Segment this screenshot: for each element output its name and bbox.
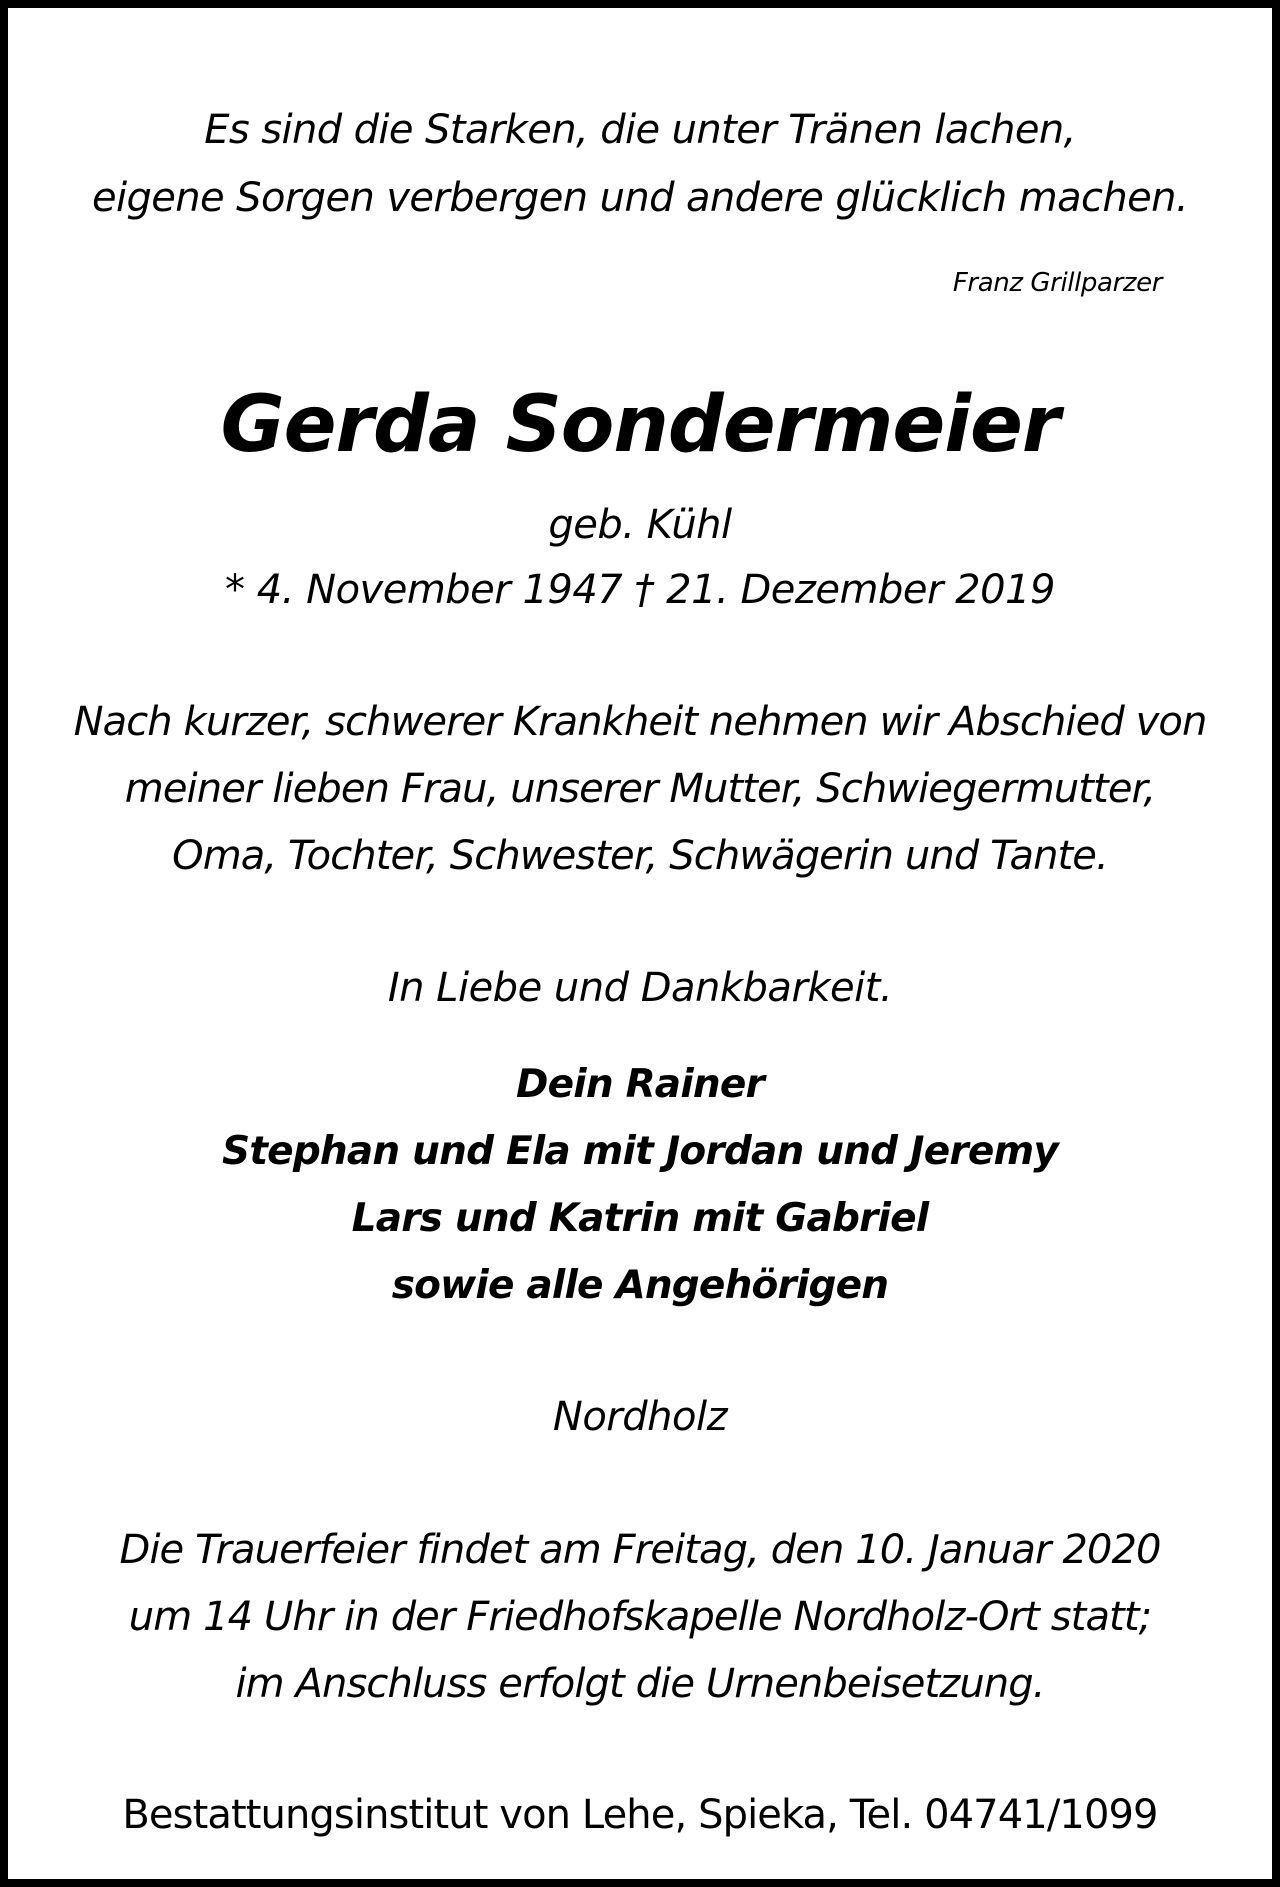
- message-line-1: Nach kurzer, schwerer Krankheit nehmen wir Abschied von: [73, 699, 1207, 745]
- family-line-4: sowie alle Angehörigen: [391, 1263, 889, 1308]
- family-line-3: Lars und Katrin mit Gabriel: [351, 1196, 929, 1241]
- ceremony-line-1: Die Trauerfeier findet am Freitag, den 10. Januar 2020: [119, 1527, 1161, 1573]
- quote-author: Franz Grillparzer: [952, 268, 1162, 298]
- birth-name: geb. Kühl: [548, 502, 732, 548]
- family-line-2: Stephan und Ela mit Jordan und Jeremy: [222, 1129, 1058, 1174]
- ceremony-line-2: um 14 Uhr in der Friedhofskapelle Nordholz-Ort statt;: [128, 1594, 1152, 1640]
- place: Nordholz: [552, 1394, 728, 1440]
- ceremony-line-3: im Anschluss erfolgt die Urnenbeisetzung.: [235, 1661, 1045, 1707]
- deceased-name: Gerda Sondermeier: [220, 380, 1060, 470]
- quote-line-1: Es sind die Starken, die unter Tränen lachen,: [204, 107, 1076, 153]
- message-line-3: Oma, Tochter, Schwester, Schwägerin und Tante.: [172, 833, 1108, 879]
- funeral-home-footer: Bestattungsinstitut von Lehe, Spieka, Tel. 04741/1099: [122, 1792, 1158, 1838]
- message-line-2: meiner lieben Frau, unserer Mutter, Schwiegermutter,: [124, 766, 1156, 812]
- quote-line-2: eigene Sorgen verbergen und andere glücklich machen.: [91, 175, 1189, 221]
- closing-line: In Liebe und Dankbarkeit.: [387, 965, 893, 1011]
- life-dates: * 4. November 1947 † 21. Dezember 2019: [225, 567, 1055, 613]
- family-line-1: Dein Rainer: [516, 1062, 764, 1107]
